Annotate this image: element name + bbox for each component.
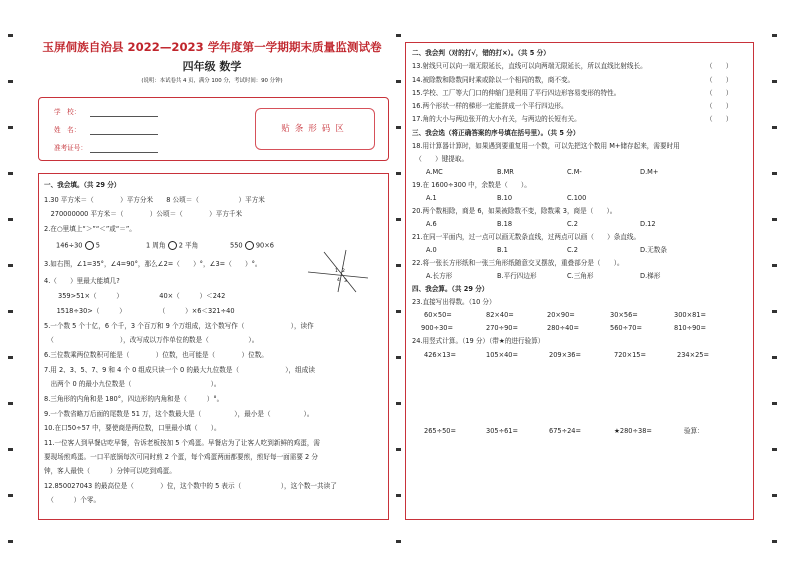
vertical-calc-item: 675÷24= (549, 427, 582, 435)
exam-note: (说明：本试卷共 4 页，满分 100 分，考试时间：90 分钟) (141, 78, 283, 84)
question-4a: 359>51×（ ） 40×（ ）＜242 (58, 292, 226, 300)
question-6: 6.三位数乘两位数积可能是（ ）位数，也可能是（ ）位数。 (44, 351, 268, 359)
edge-mark (8, 218, 13, 221)
calc-item: 810÷90= (674, 324, 707, 332)
edge-mark (8, 448, 13, 451)
question-5a: 5.一个数 5 个十亿，6 个千，3 个百万和 9 个万组成，这个数写作（ ），读作 (44, 322, 314, 330)
question-18a: 18.用计算器计算时，如果遇到要重复用一个数，可以先把这个数用 M+储存起来，需要时用 (412, 142, 680, 150)
question-11b: 要现场煎鸡蛋。一口平底锅每次可同时煎 2 个蛋，每个鸡蛋两面都要煎，煎好每一面需要 2 分 (44, 453, 318, 461)
edge-mark (772, 172, 777, 175)
exam-title: 玉屏侗族自治县 2022—2023 学年度第一学期期末质量监测试卷 (42, 40, 382, 54)
edge-mark (772, 402, 777, 405)
edge-mark (772, 34, 777, 37)
question-10: 10.在口50÷57 中，要使商是两位数，口里最小填（ ）。 (44, 424, 221, 432)
answer-paren[interactable]: （ ） (706, 76, 733, 84)
question-22: 22.将一张长方形纸和一张三角形纸随意交叉摆放，重叠部分是（ ）。 (412, 259, 624, 267)
edge-mark (8, 126, 13, 129)
figure-label: 4 (337, 278, 340, 283)
name-field[interactable] (90, 134, 158, 135)
compare-a-left: 146÷30 (56, 241, 83, 250)
edge-mark (772, 80, 777, 83)
section-four-heading: 四、我会算。（共 29 分） (412, 285, 489, 293)
edge-mark (772, 218, 777, 221)
question-1a: 1.30 平方米＝（ ）平方分米 8 公顷＝（ ）平方米 (44, 196, 265, 204)
option[interactable]: B.10 (497, 194, 513, 202)
question-21: 21.在同一平面内，过一点可以画无数条直线，过两点可以画（ ）条直线。 (412, 233, 641, 241)
option[interactable]: D.无数条 (640, 246, 667, 254)
calc-item: 30×56= (610, 311, 638, 319)
compare-a (56, 241, 100, 250)
edge-mark (396, 218, 401, 221)
question-17: 17.角的大小与两边张开的大小有关，与两边的长短有关。 (412, 115, 581, 123)
edge-mark (396, 172, 401, 175)
compare-c-right: 90×6 (255, 241, 274, 250)
option[interactable]: A.6 (426, 220, 437, 228)
name-label: 姓 名： (54, 126, 81, 134)
edge-mark (396, 264, 401, 267)
vertical-calc-item: 720×15= (614, 351, 647, 359)
question-7b: 出两个 0 的最小九位数是（ ）。 (44, 380, 221, 388)
vertical-calc-item: 105×40= (486, 351, 519, 359)
figure-label: 3 (344, 279, 347, 284)
id-field[interactable] (90, 152, 158, 153)
question-24: 24.用竖式计算。（19 分）（带★的进行验算） (412, 337, 545, 345)
option[interactable]: A.MC (426, 168, 443, 176)
edge-mark (396, 310, 401, 313)
option[interactable]: C.100 (567, 194, 587, 202)
edge-mark (396, 356, 401, 359)
option[interactable]: C.M- (567, 168, 582, 176)
question-15: 15.学校、工厂等大门口的伸缩门是利用了平行四边形容易变形的特性。 (412, 89, 621, 97)
edge-mark (8, 264, 13, 267)
compare-c (230, 241, 274, 250)
compare-c-left: 550 (230, 241, 243, 250)
question-1b: 270000000 平方米＝（ ）公顷＝（ ）平方千米 (44, 210, 243, 218)
option[interactable]: D.12 (640, 220, 656, 228)
option[interactable]: D.M+ (640, 168, 659, 176)
answer-paren[interactable]: （ ） (706, 89, 733, 97)
answer-paren[interactable]: （ ） (706, 62, 733, 70)
edge-mark (772, 356, 777, 359)
vertical-calc-item: 305÷61= (486, 427, 519, 435)
section-three-heading: 三、我会选（将正确答案的序号填在括号里）。（共 5 分） (412, 129, 580, 137)
question-7a: 7.用 2、3、5、7、9 和 4 个 0 组成只读一个 0 的最大九位数是（ ），组成读 (44, 366, 315, 374)
question-18b: （ ）键提取。 (412, 155, 469, 163)
option[interactable]: B.18 (497, 220, 513, 228)
calc-item: 300×81= (674, 311, 707, 319)
answer-paren[interactable]: （ ） (706, 102, 733, 110)
question-23: 23.直接写出得数。（10 分） (412, 298, 496, 306)
question-11c: 钟，客人最快（ ）分钟可以吃到鸡蛋。 (44, 467, 176, 475)
calc-item: 900÷30= (421, 324, 454, 332)
barcode-area: 贴条形码区 (255, 108, 375, 150)
question-13: 13.射线只可以向一端无限延长，直线可以向两端无限延长，所以直线比射线长。 (412, 62, 647, 70)
calc-item: 20×90= (547, 311, 575, 319)
grade-subject: 四年级 数学 (182, 60, 242, 73)
question-4b: 1518÷30>（ ） （ ）×6＜321÷40 (50, 307, 235, 315)
question-14: 14.被除数和除数同时乘或除以一个相同的数，商不变。 (412, 76, 575, 84)
section-two-heading: 二、我会判（对的打√，错的打×）。（共 5 分） (412, 49, 550, 57)
school-field[interactable] (90, 116, 158, 117)
vertical-calc-item: 209×36= (549, 351, 582, 359)
option[interactable]: D.梯形 (640, 272, 661, 280)
edge-mark (772, 540, 777, 543)
edge-mark (8, 402, 13, 405)
question-16: 16.两个形状一样的梯形一定能拼成一个平行四边形。 (412, 102, 568, 110)
edge-mark (396, 448, 401, 451)
question-19: 19.在 1600÷300 中，余数是（ ）。 (412, 181, 531, 189)
calc-item: 270÷90= (486, 324, 519, 332)
answer-paren[interactable]: （ ） (706, 115, 733, 123)
calc-item: 60×50= (424, 311, 452, 319)
section-one-heading: 一、我会填。（共 29 分） (44, 181, 121, 189)
edge-mark (772, 310, 777, 313)
calc-item: 82×40= (486, 311, 514, 319)
question-12b: （ ）个零。 (44, 496, 101, 504)
edge-mark (396, 494, 401, 497)
option[interactable]: A.长方形 (426, 272, 453, 280)
id-label: 准考证号： (54, 144, 87, 152)
edge-mark (396, 402, 401, 405)
option[interactable]: A.1 (426, 194, 437, 202)
question-9: 9.一个数省略万后面的尾数是 51 万，这个数最大是（ ），最小是（ ）。 (44, 410, 314, 418)
question-11a: 11.一位客人到早餐店吃早餐，告诉老板按加 5 个鸡蛋。早餐店为了让客人吃到新鲜的鸡蛋，需 (44, 439, 321, 447)
calc-item: 560÷70= (610, 324, 643, 332)
option[interactable]: B.1 (497, 246, 508, 254)
question-3: 3.如右图，∠1=35°，∠4=90°，那么∠2=（ ）°，∠3=（ ）°。 (44, 260, 262, 268)
edge-mark (396, 34, 401, 37)
option[interactable]: C.2 (567, 246, 578, 254)
compare-circle-icon[interactable] (168, 241, 177, 250)
figure-label: 1 (335, 269, 338, 274)
angle-figure (306, 248, 370, 294)
right-page-box (405, 42, 754, 520)
question-8: 8.三角形的内角和是 180°，四边形的内角和是（ ）°。 (44, 395, 224, 403)
compare-b-right: 2 平角 (178, 241, 199, 250)
compare-b-left: 1 周角 (146, 241, 166, 250)
edge-mark (772, 264, 777, 267)
vertical-calc-item: 426×13= (424, 351, 457, 359)
question-5b: （ ），改写成以万作单位的数是（ ）。 (44, 336, 259, 344)
question-2: 2.在○里填上“＞”“＜”或“＝”。 (44, 225, 136, 233)
vertical-calc-item: 234×25= (677, 351, 710, 359)
question-12a: 12.850027043 的最高位是（ ）位，这个数中的 5 表示（ ），这个数一共读了 (44, 482, 337, 490)
edge-mark (8, 80, 13, 83)
edge-mark (8, 34, 13, 37)
edge-mark (8, 540, 13, 543)
compare-b (146, 241, 198, 250)
vertical-calc-item: 265÷50= (424, 427, 457, 435)
edge-mark (396, 80, 401, 83)
edge-mark (772, 448, 777, 451)
edge-mark (772, 126, 777, 129)
compare-circle-icon[interactable] (85, 241, 94, 250)
figure-label: 2 (342, 269, 345, 274)
edge-mark (8, 310, 13, 313)
edge-mark (396, 540, 401, 543)
school-label: 学 校： (54, 108, 81, 116)
figure-line (324, 252, 356, 292)
vertical-calc-item: ★280÷38= (614, 427, 652, 435)
vertical-calc-item: 验算： (684, 427, 704, 435)
option[interactable]: C.三角形 (567, 272, 594, 280)
calc-item: 280÷40= (547, 324, 580, 332)
edge-mark (8, 172, 13, 175)
edge-mark (8, 356, 13, 359)
option[interactable]: A.0 (426, 246, 437, 254)
edge-mark (396, 126, 401, 129)
question-20: 20.两个数相除，商是 6，如果被除数不变，除数乘 3，商是（ ）。 (412, 207, 617, 215)
compare-circle-icon[interactable] (245, 241, 254, 250)
option[interactable]: B.MR (497, 168, 514, 176)
edge-mark (772, 494, 777, 497)
option[interactable]: C.2 (567, 220, 578, 228)
edge-mark (8, 494, 13, 497)
question-4: 4.（ ）里最大能填几? (44, 277, 120, 285)
option[interactable]: B.平行四边形 (497, 272, 537, 280)
compare-a-right: 5 (95, 241, 100, 250)
